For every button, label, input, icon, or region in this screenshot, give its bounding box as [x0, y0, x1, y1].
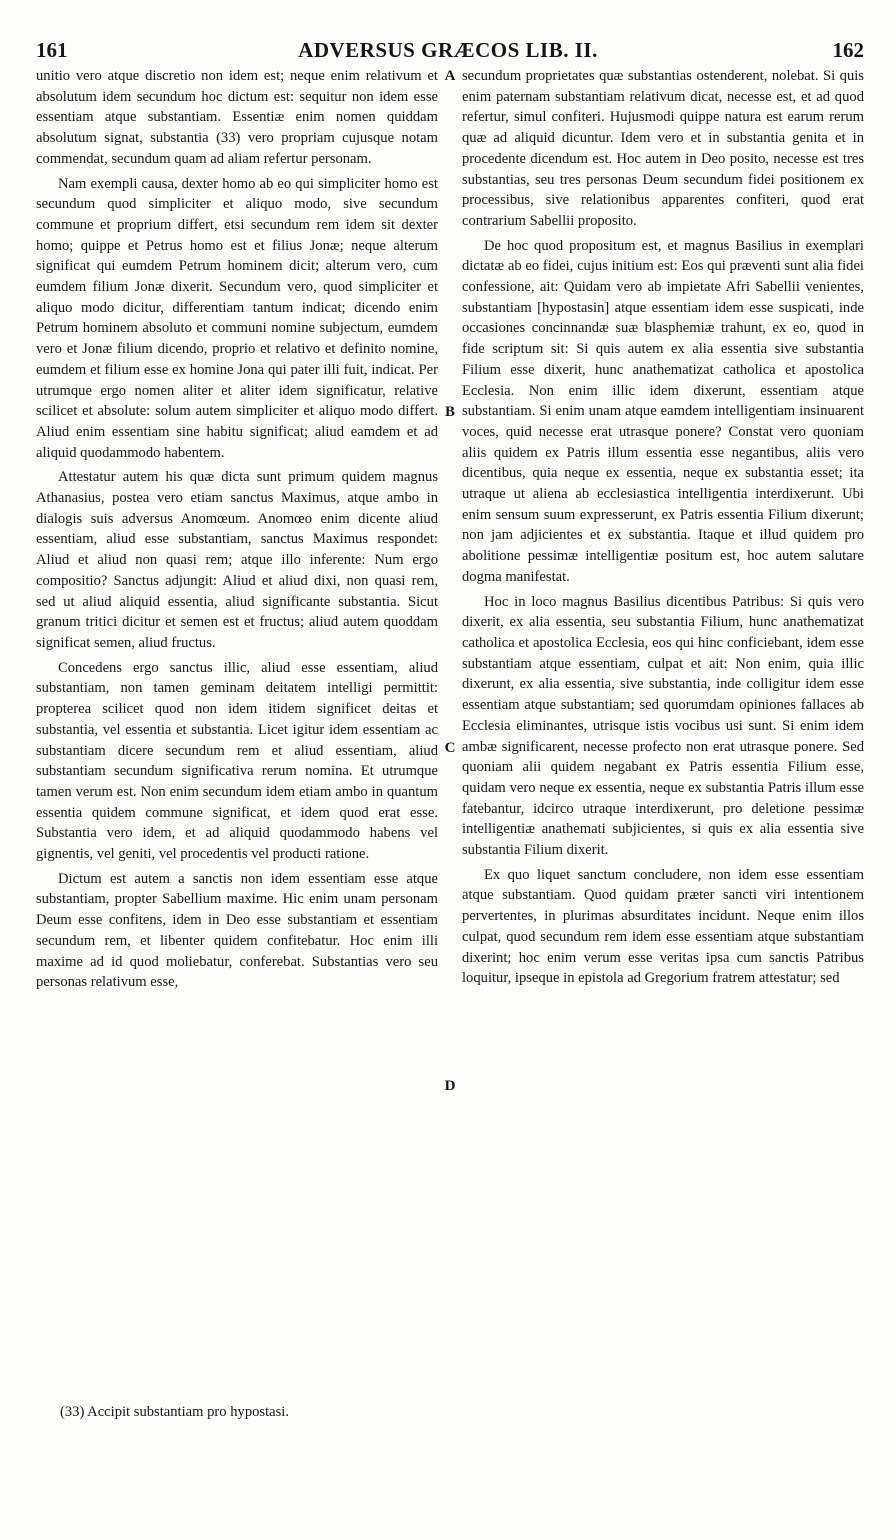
footnote: (33) Accipit substantiam pro hypostasi. [60, 1404, 290, 1420]
paragraph: Hoc in loco magnus Basilius dicentibus Patribus: Si quis vero dixerit, ex alia essentia, seu substantia Filium, hunc anathematizat catholica et apostolica Ecclesia, eos qui hinc conficiebant, idem esse substantiam atque essentiam, culpat et ait: Non enim, quia illic dixerunt, ex alia essentia, sive substantia, inde colligitur idem esse essentiam atque substantiam; sed quorumdam opiniones fallaces ab Ecclesia eliminantes, utrisque istis vocibus usi sunt. Si enim idem ambæ significarent, necesse profecto non erat utrasque ponere. Sed quoniam alii quidem negabant ex Patris essentia Filium esse, quidam vero neque ex essentia, neque ex substantia Patris illum esse fatebantur, idcirco utraque interdixerunt, pro deletione pessimæ intelligentiæ anathemati subjicientes, si quis ex alia essentia sive substantia Filium dixerit. [462, 593, 864, 859]
page-number-left: 161 [36, 38, 68, 62]
page-number-right: 162 [832, 38, 864, 62]
paragraph: secundum proprietates quæ substantias ostenderent, nolebat. Si quis enim paternam substantiam relativum dicat, necesse est, et ad quod refertur, simul confiteri. Hujusmodi quippe natura est earum rerum quæ ad aliquid dicuntur. Idem vero et in substantia genita et in procedente dicendum est. Hoc autem in Deo posito, necesse est tres substantias, seu tres personas Deum secundum fidei positionem ex processibus, sive relationibus apparentes confiteri, quod erat contrarium Sabellii proposito. [462, 68, 864, 229]
paragraph: Dictum est autem a sanctis non idem essentiam esse atque substantiam, propter Sabellium maxime. Hic enim unam personam Deum esse confitens, idem in Deo esse substantiam et essentiam secundum rem, et libenter quidem confitebatur. Hoc enim illi maxime ad id quod moliebatur, conferebat. Substantias vero seu personas relativum esse, [36, 870, 438, 991]
paragraph: Attestatur autem his quæ dicta sunt primum quidem magnus Athanasius, postea vero etiam sanctus Maximus, atque ambo in dialogis suis adversus Anomœum. Anomœo enim dicente aliud essentiam, aliud esse substantiam, sanctus Maximus respondet: Aliud et aliud non quasi rem; atque illo inferente: Num ergo compositio? Sanctus adjungit: Aliud et aliud dixi, non quasi rem, sed ut aliud aliquid essentia, aliud significante substantia. Sicut granum tritici dicitur et semen est et fructus; aliud autem quoddam significat semen, aliud fructus. [36, 469, 438, 651]
paragraph: Ex quo liquet sanctum concludere, non idem esse essentiam atque substantiam. Quod quidam præter sancti viri intentionem pervertentes, in plurimas absurditates incidunt. Neque enim illos culpat, quod secundum rem idem esse essentiam atque substantiam dixerint; hoc enim verum esse veritas ipsa cum sanctis Patribus loquitur, ipseque in epistola ad Gregorium fratrem attestatur; sed [462, 866, 864, 987]
right-column [462, 66, 864, 989]
left-column [36, 66, 438, 993]
section-marker-c: C [444, 740, 456, 756]
section-marker-d: D [444, 1078, 456, 1094]
paragraph: Concedens ergo sanctus illic, aliud esse essentiam, aliud substantiam, non tamen geminam deitatem intelligi permittit: propterea scilicet quod non idem itidem significet deitas et substantia, vel essentia et substantia. Licet igitur idem essentiam ac substantiam dicere secundum rem et aliud essentiam, aliud substantiam secundum significativa rerum nomina. Et utrumque tamen verum est. Non enim secundum idem etiam ambo in quantum essentia quidem commune significat, et idem quod erat esse. Substantia vero idem, et ad aliquid quodammodo habens vel gignentis, vel geniti, vel procedentis vel producti ratione. [36, 659, 438, 863]
section-marker-b: B [444, 404, 455, 420]
paragraph: De hoc quod propositum est, et magnus Basilius in exemplari dictatæ ab eo fidei, cujus initium est: Eos qui præventi sunt alia fidei confessione, ait: Quidam vero ab impietate Afri Sabellii venientes, substantiam [hypostasin] atque essentiam idem esse suspicati, inde occasiones concinnandæ suæ blasphemiæ trahunt, ex eo, quod in fide scriptum sit: Si quis autem ex alia essentia sive substantia Filium esse dixerit, hunc anathematizat catholica et apostolica Ecclesia. Non enim illic idem dixerunt, essentiam atque substantiam. Si enim unam atque eamdem intelligentiam insinuarent voces, quid necesse erat utrasque ponere? Constat vero quoniam aliis quidem ex Patris illum essentia esse negantibus, aliis vero dicentibus, quia neque ex essentia, neque ex substantia esset; ita utraque ut aliena ab ecclesiastica intelligentia interdixerunt. Ubi enim sensum suum expresserunt, ex Patris essentia Filium dixerunt; non jam adjicientes et ex substantia. Itaque et illud quidem pro abolitione pessimæ intelligentiæ positum est, hoc autem salutare dogma manifestat. [462, 237, 864, 585]
paragraph: Nam exempli causa, dexter homo ab eo qui simpliciter homo est secundum quod simpliciter et aliquo modo, sive secundum commune et proprium differt, etsi secundum rem idem sit dexter homo; quippe et Petrus homo est et filius Jonæ; neque alterum significat qui eumdem Petrum hominem dicit; alterum vero, cum eumdem filium Jonæ dixerit. Secundum vero, quod simpliciter et aliquo modo dicitur, differentiam tantum indicat; dicendo enim Petrum hominem absoluto et communi nomine subjectum, eumdem vero et Jonæ filium dicendo, proprio et relativo et definito nomine, eumdem et filium esse ex homine Jona qui pater illi fuit, indicat. Per utrumque ergo nomen aliter et aliter idem significatur, relative scilicet et absolute: solum autem simpliciter et aliquo modo differt. Aliud enim essentiam sine habitu significat; aliud eamdem et ad aliquid quodammodo habentem. [36, 175, 438, 461]
section-marker-a: A [444, 68, 456, 84]
running-title: ADVERSUS GRÆCOS LIB. II. [298, 38, 598, 62]
paragraph: unitio vero atque discretio non idem est; neque enim relativum et absolutum idem secundum hoc dictum est: sequitur non idem esse essentiam atque substantiam. Essentiæ enim nomen quiddam absolutum signat, substantia (33) vero propriam cujusque notam commendat, secundum quam ad aliam refertur personam. [36, 68, 438, 167]
running-header [0, 38, 896, 68]
